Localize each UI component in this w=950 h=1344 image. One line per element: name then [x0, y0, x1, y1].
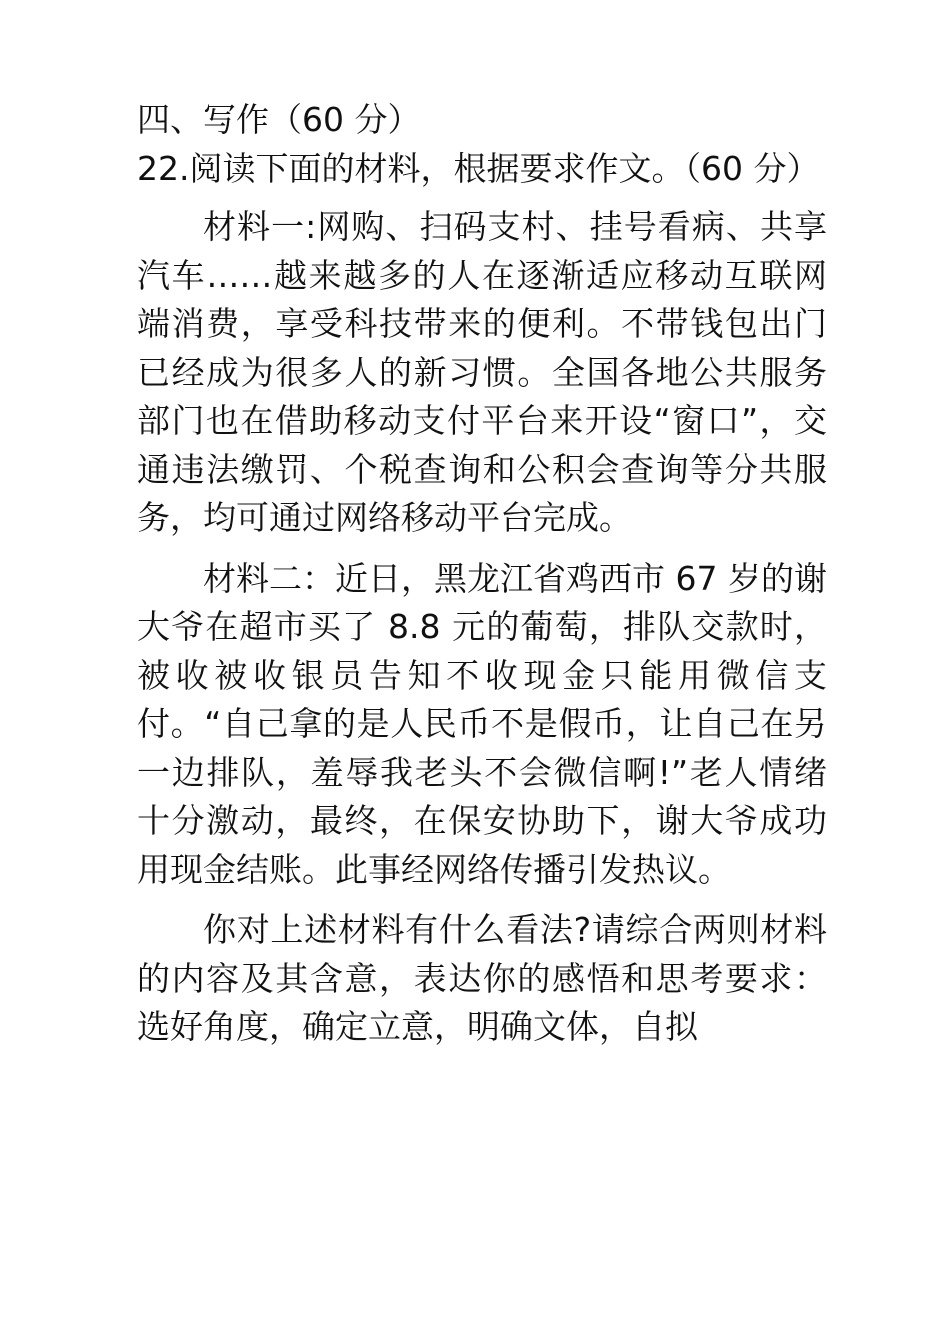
essay-section: [137, 96, 827, 1064]
question-text: 22.阅读下面的材料，根据要求作文。（60 分）: [137, 148, 820, 188]
material-one-paragraph: 材料一:网购、扫码支村、挂号看病、共享汽车……越来越多的人在逐渐适应移动互联网端消费，享受科技带来的便利。不带钱包出门已经成为很多人的新习惯。全国各地公共服务部门也在借助移动支付平台来开设“窗口”，交通违法缴罚、个税查询和公积会查询等分共服务，均可通过网络移动平台完成。: [137, 207, 827, 537]
material-two-paragraph: 材料二：近日，黑龙江省鸡西市 67 岁的谢大爷在超市买了 8.8 元的葡萄，排队交款时，被收被收银员告知不收现金只能用微信支付。“自己拿的是人民币不是假币，让自己在另一边排队，羞辱我老头不会微信啊!”老人情绪十分激动，最终，在保安协助下，谢大爷成功用现金结账。此事经网络传播引发热议。: [137, 558, 827, 889]
writing-prompt-paragraph: 你对上述材料有什么看法?请综合两则材料的内容及其含意，表达你的感悟和思考要求：选好角度，确定立意，明确文体，自拟: [137, 910, 827, 1046]
section-title: 四、写作（60 分）: [137, 100, 421, 139]
